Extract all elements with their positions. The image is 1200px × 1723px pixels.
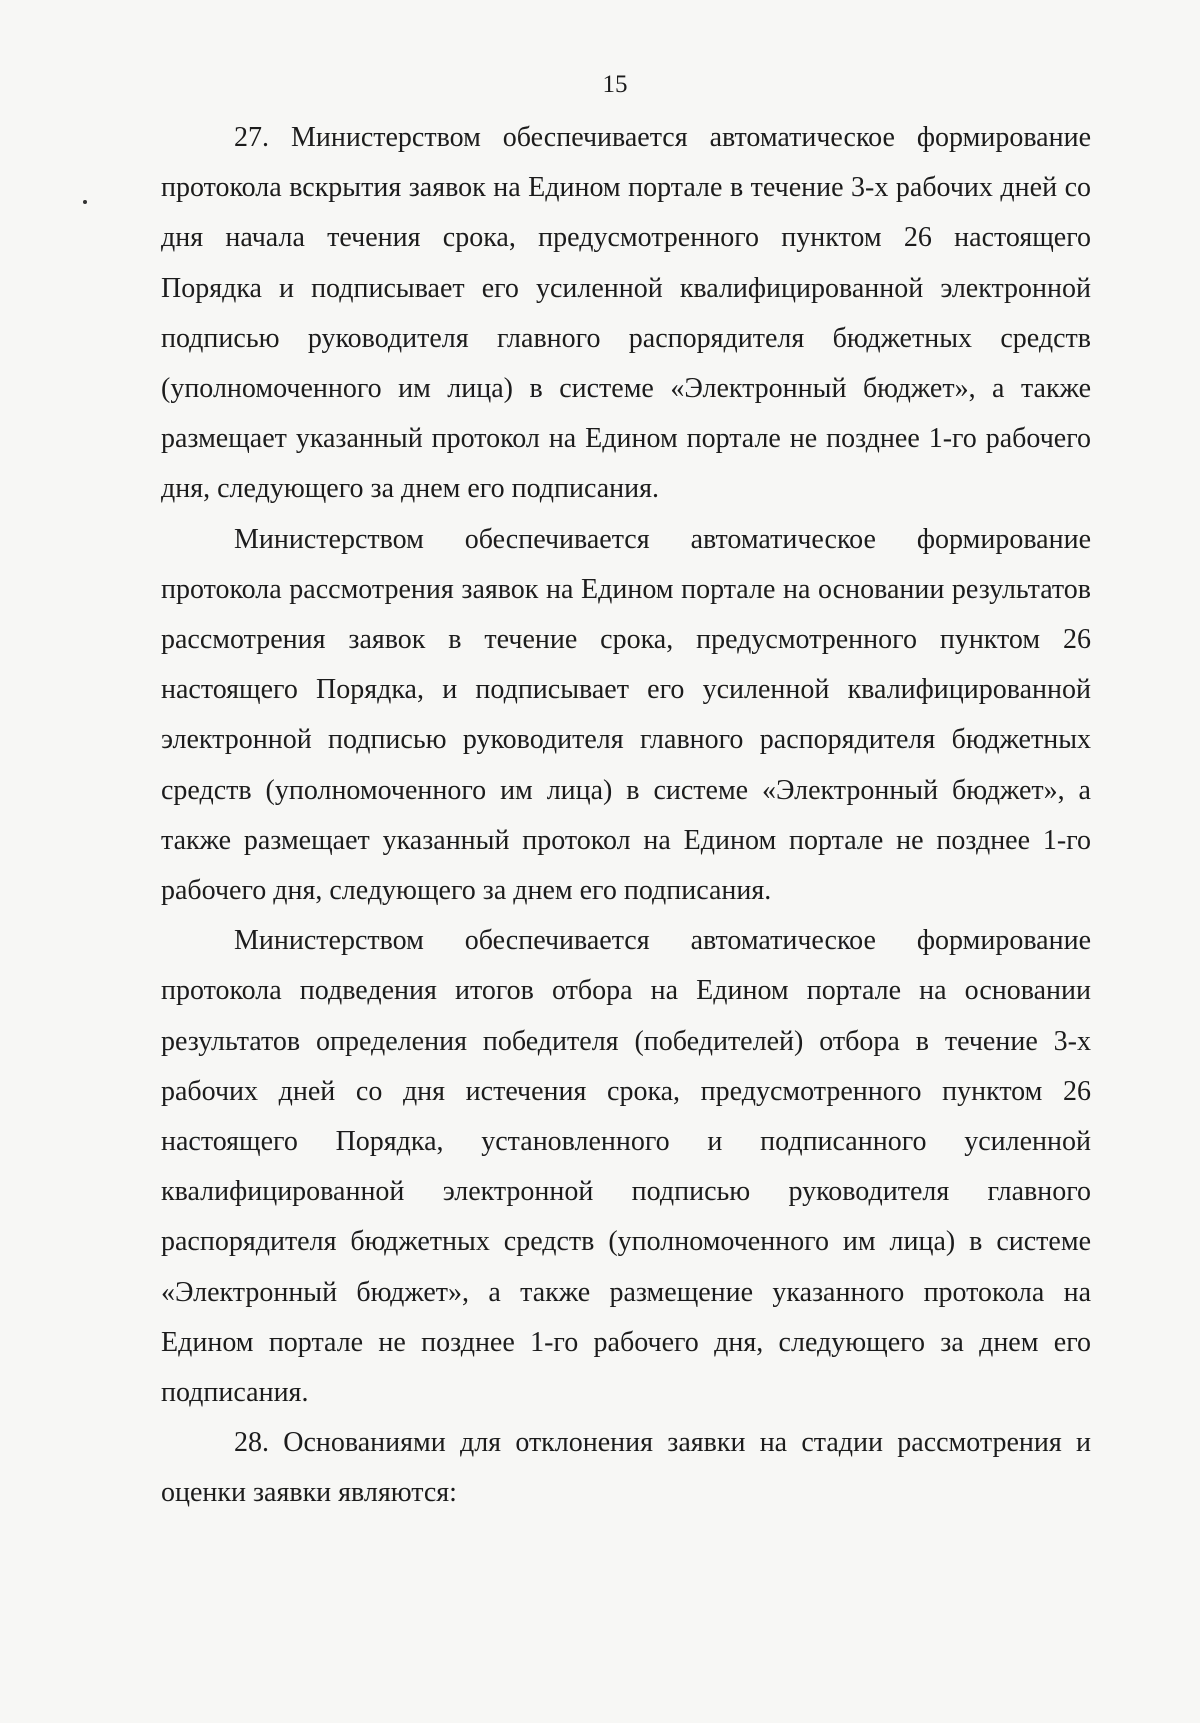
paragraph-28: 28. Основаниями для отклонения заявки на стадии рассмотрения и оценки заявки являются: xyxy=(161,1427,1091,1509)
document-body xyxy=(161,113,1091,1519)
paragraph-27: 27. Министерством обеспечивается автоматическое формирование протокола вскрытия заявок на Едином портале в течение 3-х рабочих дней со дня начала течения срока, предусмотренного пунктом 26 настоящего Порядка и подписывает его усиленной квалифицированной электронной подписью руководителя главного распорядителя бюджетных средств (уполномоченного им лица) в системе «Электронный бюджет», а также размещает указанный протокол на Едином портале не позднее 1-го рабочего дня, следующего за днем его подписания. xyxy=(161,122,1091,505)
paragraph-results-protocol: Министерством обеспечивается автоматическое формирование протокола подведения итогов отбора на Едином портале на основании результатов определения победителя (победителей) отбора в течение 3-х рабочих дней со дня истечения срока, предусмотренного пунктом 26 настоящего Порядка, установленного и подписанного усиленной квалифицированной электронной подписью руководителя главного распорядителя бюджетных средств (уполномоченного им лица) в системе «Электронный бюджет», а также размещение указанного протокола на Едином портале не позднее 1-го рабочего дня, следующего за днем его подписания. xyxy=(161,925,1091,1409)
scan-speck xyxy=(83,200,87,204)
page-number: 15 xyxy=(602,71,628,98)
paragraph-review-protocol: Министерством обеспечивается автоматическое формирование протокола рассмотрения заявок на Едином портале на основании результатов рассмотрения заявок в течение срока, предусмотренного пунктом 26 настоящего Порядка, и подписывает его усиленной квалифицированной электронной подписью руководителя главного распорядителя бюджетных средств (уполномоченного им лица) в системе «Электронный бюджет», а также размещает указанный протокол на Едином портале не позднее 1-го рабочего дня, следующего за днем его подписания. xyxy=(161,523,1091,907)
